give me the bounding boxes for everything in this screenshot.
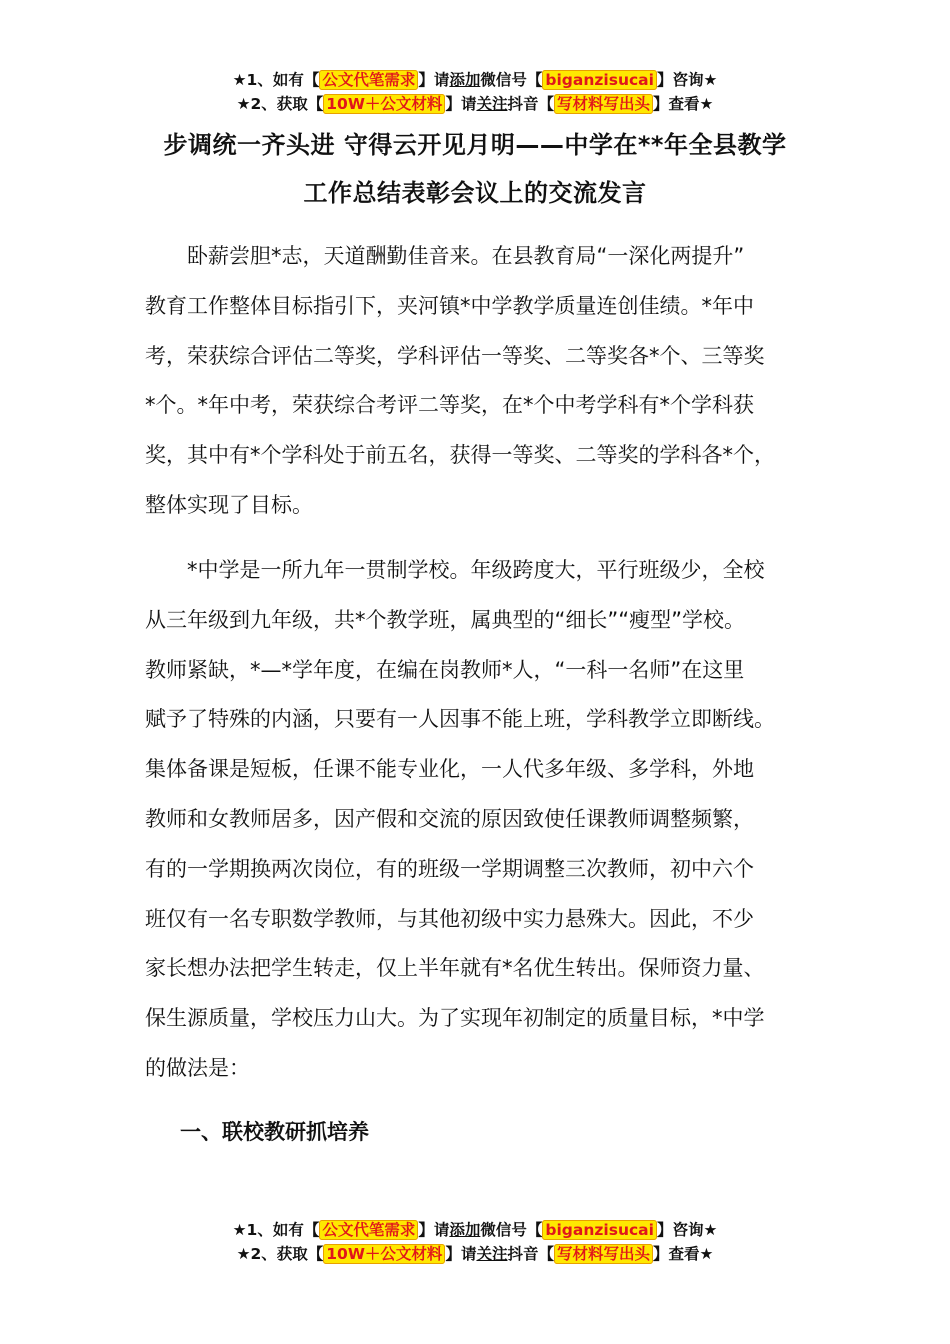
paragraph-line: 从三年级到九年级，共*个教学班，属典型的“细长”“瘦型”学校。 <box>145 607 746 632</box>
banner-highlight-wechat-id: biganzisucai <box>542 70 657 90</box>
banner-underline-follow: 关注 <box>476 1245 508 1263</box>
banner-highlight-writing-service: 公文代笔需求 <box>319 70 418 90</box>
top-banner <box>0 68 950 116</box>
paragraph-line: 班仅有一名专职数学教师，与其他初级中实力悬殊大。因此，不少 <box>145 906 754 931</box>
banner-text: 】咨询★ <box>656 71 718 89</box>
paragraph-line: 整体实现了目标。 <box>145 492 313 517</box>
banner-text: 】查看★ <box>653 1245 714 1263</box>
banner-text: 】查看★ <box>653 95 714 113</box>
banner-text: 】咨询★ <box>656 1221 718 1239</box>
paragraph-line: 奖，其中有*个学科处于前五名，获得一等奖、二等奖的学科各*个， <box>145 443 775 468</box>
banner-line-1 <box>0 1218 950 1242</box>
banner-text: 抖音【 <box>507 1245 554 1263</box>
banner-text: ★2、获取【 <box>236 95 324 113</box>
title-line-2: 工作总结表彰会议上的交流发言 <box>303 179 647 207</box>
paragraph-line: 保生源质量，学校压力山大。为了实现年初制定的质量目标，*中学 <box>145 1006 765 1031</box>
paragraph-1 <box>145 232 830 531</box>
banner-line-2 <box>0 1242 950 1266</box>
banner-text: 】请 <box>445 1245 477 1263</box>
banner-line-2 <box>0 92 950 116</box>
paragraph-line: 的做法是： <box>145 1055 250 1080</box>
banner-underline-add: 添加 <box>449 71 481 89</box>
banner-text: 微信号【 <box>480 71 543 89</box>
paragraph-line: 教师和女教师居多，因产假和交流的原因致使任课教师调整频繁， <box>145 806 754 831</box>
banner-highlight-douyin: 写材料写出头 <box>554 94 653 114</box>
banner-line-1 <box>0 68 950 92</box>
banner-underline-follow: 关注 <box>476 95 508 113</box>
document-title <box>0 121 950 217</box>
banner-text: 】请 <box>445 95 477 113</box>
banner-text: 】请 <box>418 71 450 89</box>
banner-text: 抖音【 <box>507 95 554 113</box>
banner-highlight-wechat-id: biganzisucai <box>542 1220 657 1240</box>
banner-highlight-materials: 10W＋公文材料 <box>323 1244 445 1264</box>
banner-highlight-douyin: 写材料写出头 <box>554 1244 653 1264</box>
title-line-1: 步调统一齐头进 守得云开见月明——中学在**年全县教学 <box>163 131 787 159</box>
paragraph-line: 考，荣获综合评估二等奖，学科评估一等奖、二等奖各*个、三等奖 <box>145 343 765 368</box>
paragraph-line: 集体备课是短板，任课不能专业化，一人代多年级、多学科，外地 <box>145 757 754 782</box>
paragraph-line: 教师紧缺，*—*学年度，在编在岗教师*人，“一科一名师”在这里 <box>145 657 745 682</box>
paragraph-line: 家长想办法把学生转走，仅上半年就有*名优生转出。保师资力量、 <box>145 956 765 981</box>
banner-underline-add: 添加 <box>449 1221 481 1239</box>
banner-text: 】请 <box>418 1221 450 1239</box>
banner-highlight-materials: 10W＋公文材料 <box>323 94 445 114</box>
paragraph-line: 有的一学期换两次岗位，有的班级一学期调整三次教师，初中六个 <box>145 856 754 881</box>
paragraph-line: 教育工作整体目标指引下，夹河镇*中学教学质量连创佳绩。*年中 <box>145 293 754 318</box>
paragraph-2 <box>145 546 830 1094</box>
banner-highlight-writing-service: 公文代笔需求 <box>319 1220 418 1240</box>
paragraph-line: *中学是一所九年一贯制学校。年级跨度大，平行班级少，全校 <box>145 558 765 582</box>
banner-text: ★2、获取【 <box>236 1245 324 1263</box>
section-heading: 一、联校教研抓培养 <box>180 1120 369 1144</box>
paragraph-line: *个。*年中考，荣获综合考评二等奖，在*个中考学科有*个学科获 <box>145 393 754 418</box>
banner-text: ★1、如有【 <box>232 71 320 89</box>
paragraph-line: 赋予了特殊的内涵，只要有一人因事不能上班，学科教学立即断线。 <box>145 707 775 732</box>
bottom-banner <box>0 1218 950 1266</box>
banner-text: ★1、如有【 <box>232 1221 320 1239</box>
banner-text: 微信号【 <box>480 1221 543 1239</box>
paragraph-line: 卧薪尝胆*志，天道酬勤佳音来。在县教育局“一深化两提升” <box>145 244 745 268</box>
